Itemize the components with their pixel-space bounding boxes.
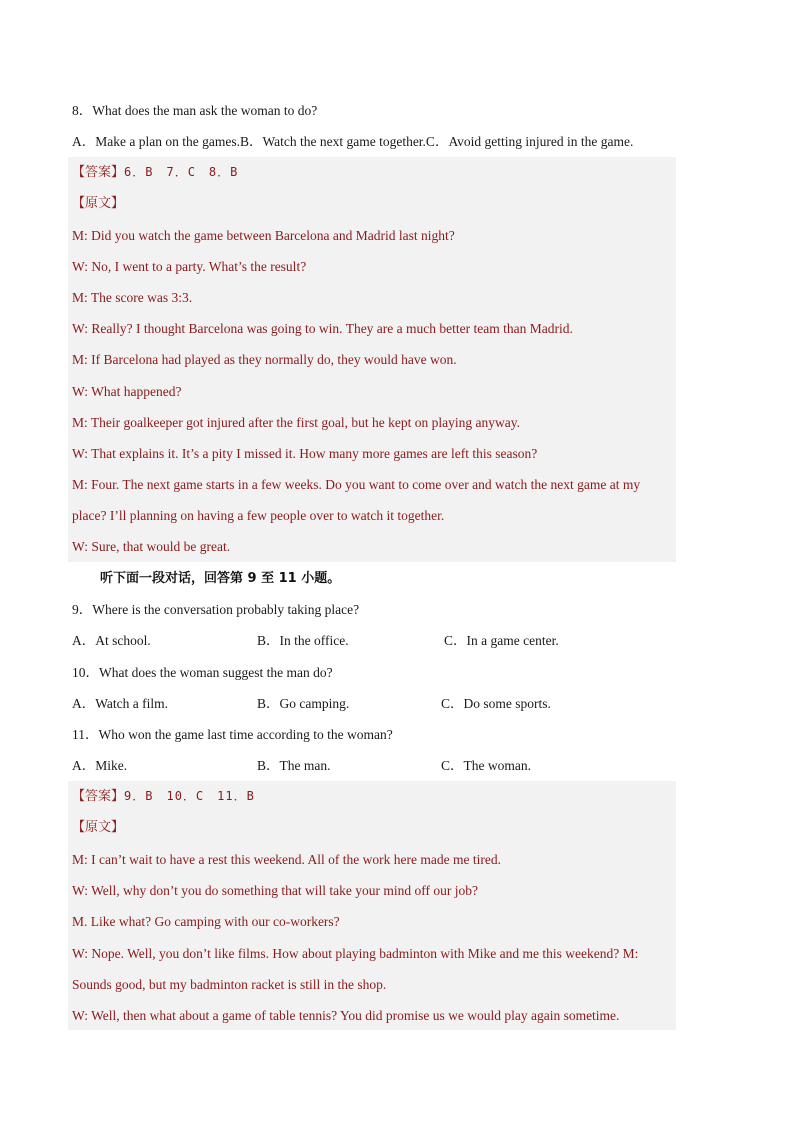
transcript-line: M: If Barcelona had played as they normally do, they would have won.: [72, 352, 457, 367]
answer-keys: 6．B 7．C 8．B: [124, 165, 239, 179]
q9-option-b: B．In the office.: [257, 633, 349, 648]
transcript-line: W: That explains it. It’s a pity I missed it. How many more games are left this season?: [72, 446, 538, 461]
transcript-line: W: Really? I thought Barcelona was going to win. They are a much better team than Madrid.: [72, 321, 573, 336]
transcript-line: M: I can’t wait to have a rest this weekend. All of the work here made me tired.: [72, 852, 501, 867]
answer-label: 【答案】: [72, 165, 125, 180]
transcript-line: M: Did you watch the game between Barcelona and Madrid last night?: [72, 228, 455, 243]
section-heading: 听下面一段对话，回答第 9 至 11 小题。: [100, 571, 341, 586]
transcript-line: Sounds good, but my badminton racket is still in the shop.: [72, 977, 387, 992]
q11-question: 11．Who won the game last time according to the woman?: [72, 727, 393, 742]
transcript-line: M: The score was 3:3.: [72, 290, 193, 305]
transcript-line: M. Like what? Go camping with our co-workers?: [72, 914, 340, 929]
transcript-line: W: Well, then what about a game of table tennis? You did promise us we would play again sometime.: [72, 1008, 620, 1023]
transcript-line: W: No, I went to a party. What’s the result?: [72, 259, 307, 274]
transcript-line: place? I’ll planning on having a few people over to watch it together.: [72, 508, 445, 523]
q11-option-b: B．The man.: [257, 758, 331, 773]
q10-option-c: C．Do some sports.: [441, 696, 551, 711]
answer-line-1: [72, 157, 238, 188]
answer-line-2: [72, 781, 255, 812]
q9-option-c: C．In a game center.: [444, 633, 559, 648]
transcript-line: M: Four. The next game starts in a few weeks. Do you want to come over and watch the next game at my: [72, 477, 641, 492]
q9-question: 9．Where is the conversation probably taking place?: [72, 602, 360, 617]
transcript-line: M: Their goalkeeper got injured after the first goal, but he kept on playing anyway.: [72, 415, 520, 430]
q9-options: [72, 625, 692, 656]
q10-option-b: B．Go camping.: [257, 696, 350, 711]
q8-options: A．Make a plan on the games.B．Watch the next game together.C．Avoid getting injured in the game.: [72, 134, 634, 149]
transcript-line: W: Sure, that would be great.: [72, 539, 231, 554]
script-label: 【原文】: [72, 820, 125, 835]
transcript-line: W: What happened?: [72, 384, 182, 399]
q8-question: 8．What does the man ask the woman to do?: [72, 103, 318, 118]
answer-keys: 9．B 10．C 11．B: [124, 789, 255, 803]
q11-option-c: C．The woman.: [441, 758, 531, 773]
answer-label: 【答案】: [72, 789, 125, 804]
transcript-line: W: Nope. Well, you don’t like films. How about playing badminton with Mike and me this weekend? M:: [72, 946, 639, 961]
q10-options: [72, 688, 692, 719]
q11-option-a: A．Mike.: [72, 758, 128, 773]
script-label: 【原文】: [72, 196, 125, 211]
q11-options: [72, 750, 692, 781]
q10-question: 10．What does the woman suggest the man do?: [72, 665, 333, 680]
q9-option-a: A．At school.: [72, 633, 151, 648]
transcript-line: W: Well, why don’t you do something that will take your mind off our job?: [72, 883, 478, 898]
q10-option-a: A．Watch a film.: [72, 696, 169, 711]
